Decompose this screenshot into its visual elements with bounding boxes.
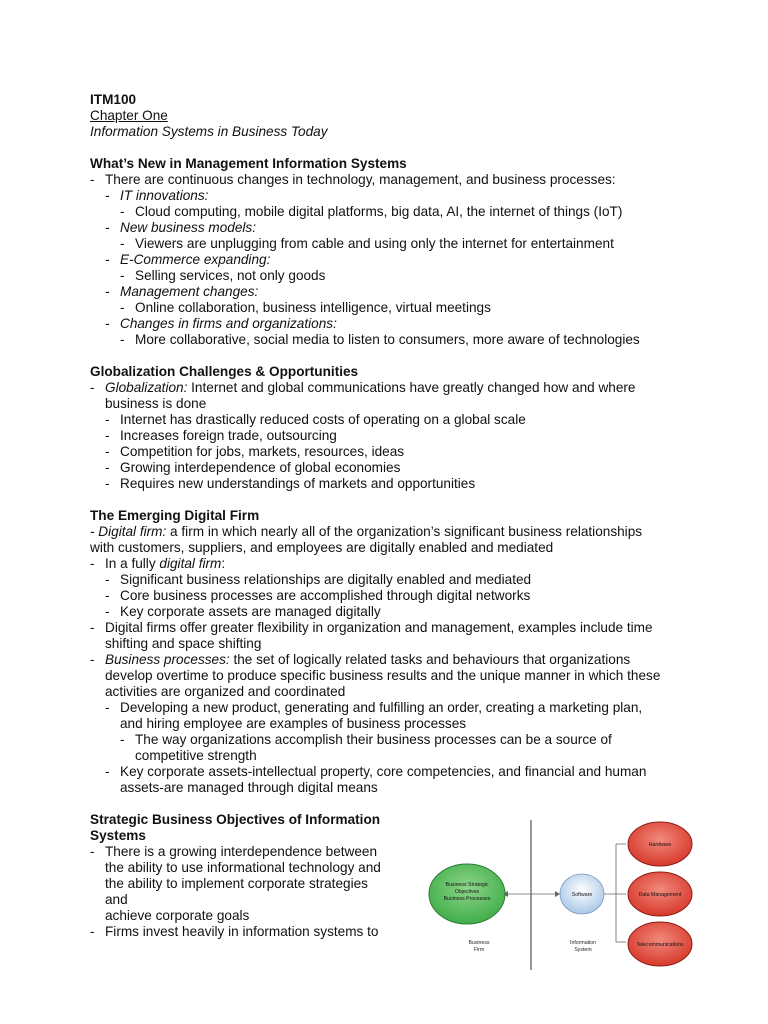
heading-strategic-objectives-cont: Systems xyxy=(90,828,146,843)
business-is-diagram xyxy=(420,814,708,974)
list-item: - Significant business relationships are digitally enabled and mediated xyxy=(90,572,690,588)
list-item: - Developing a new product, generating and fulfilling an order, creating a marketing plan, xyxy=(90,700,690,716)
term: Business processes: xyxy=(105,652,230,667)
node-label: Data Management xyxy=(638,892,682,898)
s1-item-label: - Management changes: xyxy=(90,284,690,300)
business-processes-definition-cont: develop overtime to produce specific business results and the unique manner in which these xyxy=(105,668,661,683)
s1-item-label: - IT innovations: xyxy=(90,188,690,204)
globalization-definition-cont: business is done xyxy=(105,396,207,411)
business-processes-definition-cont: activities are organized and coordinated xyxy=(105,684,346,699)
fully-digital-firm xyxy=(90,556,690,572)
list-item: - Growing interdependence of global economies xyxy=(90,460,690,476)
flexibility-item: - Digital firms offer greater flexibility in organization and management, examples include time xyxy=(90,620,690,636)
definition-text: the set of logically related tasks and behaviours that organizations xyxy=(229,652,631,667)
s1-item-detail: - More collaborative, social media to listen to consumers, more aware of technologies xyxy=(90,332,690,348)
list-item: - Key corporate assets are managed digitally xyxy=(90,604,690,620)
s1-item-label: - E-Commerce expanding: xyxy=(90,252,690,268)
list-item: - Core business processes are accomplished through digital networks xyxy=(90,588,690,604)
s1-item-detail: - Selling services, not only goods xyxy=(90,268,690,284)
node-label: Telecommunications xyxy=(636,942,684,948)
course-code: ITM100 xyxy=(90,92,137,107)
list-item-cont: the ability to implement corporate strategies and xyxy=(105,876,368,907)
heading-strategic-objectives: Strategic Business Objectives of Information xyxy=(90,812,381,827)
term: - Digital firm: xyxy=(90,524,167,539)
list-item-cont: achieve corporate goals xyxy=(105,908,250,923)
chapter-title: Chapter One xyxy=(90,108,168,123)
heading-whats-new: What’s New in Management Information Systems xyxy=(90,156,407,171)
list-item: - The way organizations accomplish their business processes can be a source of xyxy=(90,732,690,748)
s1-item-detail: - Online collaboration, business intelligence, virtual meetings xyxy=(90,300,690,316)
column-label: Information xyxy=(570,940,596,946)
term: Globalization: xyxy=(105,380,188,395)
node-label: Objectives xyxy=(454,889,480,895)
column-label: Business xyxy=(468,940,490,946)
s1-item-detail: - Viewers are unplugging from cable and using only the internet for entertainment xyxy=(90,236,690,252)
digital-firm-definition xyxy=(90,524,690,540)
business-processes-definition xyxy=(90,652,690,668)
heading-digital-firm: The Emerging Digital Firm xyxy=(90,508,260,523)
column-label: System xyxy=(574,947,592,953)
list-item-cont: the ability to use informational technology and xyxy=(105,860,381,875)
list-item-cont: and hiring employee are examples of business processes xyxy=(120,716,467,731)
digital-firm-definition-cont: with customers, suppliers, and employees are digitally enabled and mediated xyxy=(90,540,554,555)
node-label: Hardware xyxy=(648,842,672,848)
s1-item-detail: - Cloud computing, mobile digital platforms, big data, AI, the internet of things (IoT) xyxy=(90,204,690,220)
s1-intro: - There are continuous changes in technology, management, and business processes: xyxy=(90,172,690,188)
s1-item-label: - New business models: xyxy=(90,220,690,236)
list-item: - Firms invest heavily in information systems to xyxy=(90,924,390,940)
node-label: Business Strategic xyxy=(445,882,489,888)
list-item: - Key corporate assets-intellectual property, core competencies, and financial and human xyxy=(90,764,690,780)
globalization-definition xyxy=(90,380,690,396)
node-label: Software xyxy=(571,892,593,898)
list-item: - There is a growing interdependence between xyxy=(90,844,390,860)
document-page xyxy=(90,92,690,940)
bracket-connector xyxy=(602,844,626,942)
column-label: Firm xyxy=(473,947,485,953)
chapter-subtitle: Information Systems in Business Today xyxy=(90,124,328,139)
definition-text: a firm in which nearly all of the organization’s significant business relationships xyxy=(166,524,643,539)
heading-globalization: Globalization Challenges & Opportunities xyxy=(90,364,359,379)
list-item: - Requires new understandings of markets and opportunities xyxy=(90,476,690,492)
list-item-cont: competitive strength xyxy=(135,748,257,763)
list-item-cont: assets-are managed through digital means xyxy=(120,780,378,795)
text: : xyxy=(221,556,226,571)
list-item: - Increases foreign trade, outsourcing xyxy=(90,428,690,444)
text: In a fully xyxy=(105,556,160,571)
term: digital firm xyxy=(159,556,222,571)
flexibility-item-cont: shifting and space shifting xyxy=(105,636,262,651)
strategic-objectives-section xyxy=(90,812,390,940)
s1-item-label: - Changes in firms and organizations: xyxy=(90,316,690,332)
definition-text: Internet and global communications have greatly changed how and where xyxy=(187,380,636,395)
list-item: - Internet has drastically reduced costs of operating on a global scale xyxy=(90,412,690,428)
arrow-head-right xyxy=(555,891,560,897)
node-label: Business Processes xyxy=(443,896,491,902)
list-item: - Competition for jobs, markets, resources, ideas xyxy=(90,444,690,460)
